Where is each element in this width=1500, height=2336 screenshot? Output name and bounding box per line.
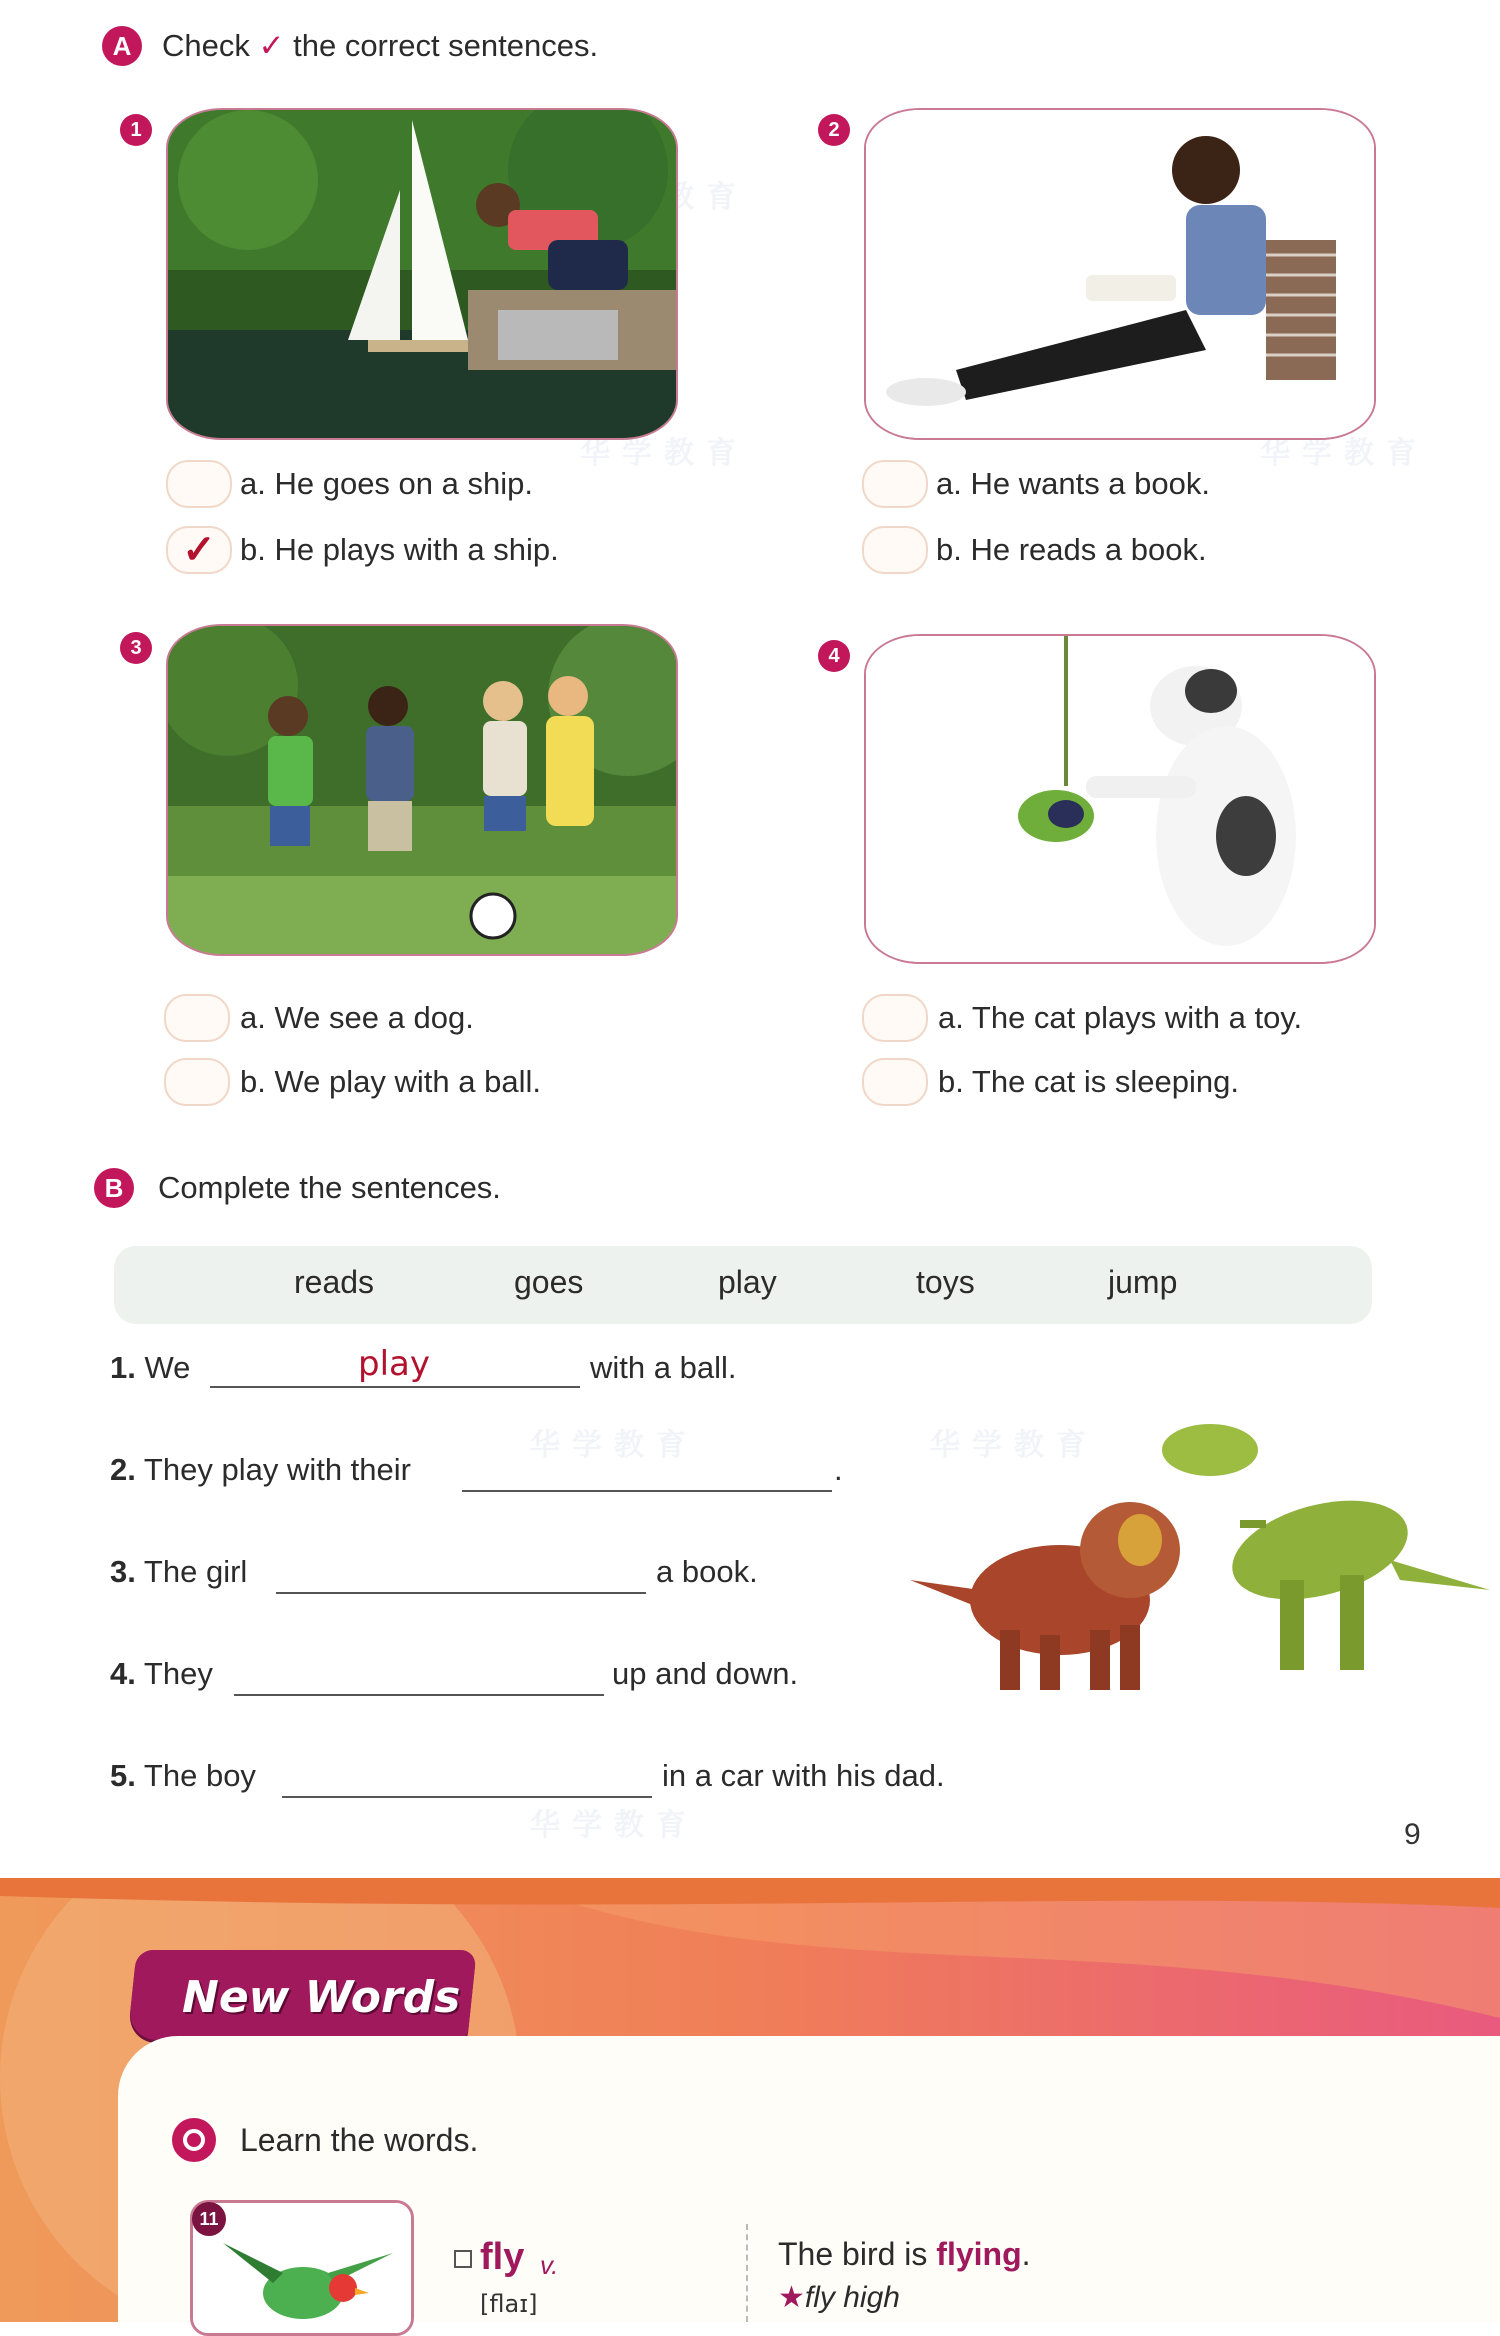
card-number-badge: 11 <box>192 2202 226 2236</box>
sentence-1-end: with a ball. <box>590 1350 737 1385</box>
section-a-title: Check ✓ the correct sentences. <box>162 28 599 63</box>
answer-blank-2[interactable] <box>462 1490 832 1492</box>
answer-blank-5[interactable] <box>282 1796 652 1798</box>
example-phrase: ★fly high <box>778 2281 900 2314</box>
handwritten-answer-1: play <box>358 1344 430 1384</box>
item-number-2: 2 <box>818 114 850 146</box>
option-text-1b: b. He plays with a ship. <box>240 532 559 567</box>
photo-boy-reading-book <box>864 108 1376 440</box>
vocab-checkbox[interactable] <box>454 2250 472 2268</box>
photo-boy-toy-sailboat <box>166 108 678 440</box>
sentence-3-end: a book. <box>656 1554 758 1589</box>
answer-blank-4[interactable] <box>234 1694 604 1696</box>
watermark: 华学教育 <box>1260 437 1428 470</box>
sentence-2: 2. They play with their <box>110 1452 411 1487</box>
option-text-2b: b. He reads a book. <box>936 532 1207 567</box>
item-number-4: 4 <box>818 640 850 672</box>
vocab-pronunciation: [flaɪ] <box>480 2290 538 2318</box>
word-bank-item: reads <box>294 1264 375 1300</box>
item-number-1: 1 <box>120 114 152 146</box>
watermark: 华学教育 <box>930 1429 1098 1462</box>
option-checkbox-3a[interactable] <box>164 994 230 1042</box>
option-checkbox-1b[interactable] <box>166 526 232 574</box>
word-bank-item: play <box>718 1264 777 1300</box>
tick-mark-icon: ✓ <box>182 528 216 572</box>
option-checkbox-2b[interactable] <box>862 526 928 574</box>
option-checkbox-3b[interactable] <box>164 1058 230 1106</box>
learn-instruction: Learn the words. <box>240 2122 479 2158</box>
sentence-2-end: . <box>834 1452 843 1487</box>
word-bank-item: jump <box>1108 1264 1178 1300</box>
answer-blank-1[interactable] <box>210 1386 580 1388</box>
option-text-3a: a. We see a dog. <box>240 1000 474 1035</box>
word-bank-item: toys <box>916 1264 975 1300</box>
section-b-badge: B <box>94 1168 134 1208</box>
option-checkbox-1a[interactable] <box>166 460 232 508</box>
option-text-1a: a. He goes on a ship. <box>240 466 533 501</box>
vocab-part-of-speech: v. <box>540 2250 559 2280</box>
new-words-label: New Words <box>182 1972 461 2023</box>
sentence-5-end: in a car with his dad. <box>662 1758 945 1793</box>
section-a-badge: A <box>102 26 142 66</box>
word-bank <box>114 1246 1372 1324</box>
checkmark-icon: ✓ <box>258 28 285 63</box>
sentence-3: 3. The girl <box>110 1554 248 1589</box>
watermark: 华学教育 <box>530 1429 698 1462</box>
answer-blank-3[interactable] <box>276 1592 646 1594</box>
option-text-4b: b. The cat is sleeping. <box>938 1064 1239 1099</box>
option-checkbox-2a[interactable] <box>862 460 928 508</box>
vocab-word: fly <box>480 2236 525 2278</box>
photo-kids-playing-soccer <box>166 624 678 956</box>
sentence-5: 5. The boy <box>110 1758 256 1793</box>
sentence-4: 4. They <box>110 1656 213 1691</box>
photo-cat-playing-toy <box>864 634 1376 964</box>
dinosaur-toys-illustration <box>900 1410 1500 1710</box>
option-text-4a: a. The cat plays with a toy. <box>938 1000 1303 1035</box>
watermark: 华学教育 <box>580 437 748 470</box>
option-text-3b: b. We play with a ball. <box>240 1064 541 1099</box>
star-icon: ★ <box>778 2281 805 2314</box>
divider <box>746 2224 748 2322</box>
option-checkbox-4a[interactable] <box>862 994 928 1042</box>
word-bank-item: goes <box>514 1264 584 1300</box>
item-number-3: 3 <box>120 632 152 664</box>
option-text-2a: a. He wants a book. <box>936 466 1210 501</box>
example-sentence: The bird is flying. <box>778 2236 1031 2272</box>
section-b-title: Complete the sentences. <box>158 1170 501 1205</box>
option-checkbox-4b[interactable] <box>862 1058 928 1106</box>
sentence-4-end: up and down. <box>612 1656 799 1691</box>
target-icon <box>172 2118 216 2162</box>
page-number: 9 <box>1404 1818 1421 1851</box>
watermark: 华学教育 <box>530 1809 698 1842</box>
sentence-1: 1. We <box>110 1350 191 1385</box>
